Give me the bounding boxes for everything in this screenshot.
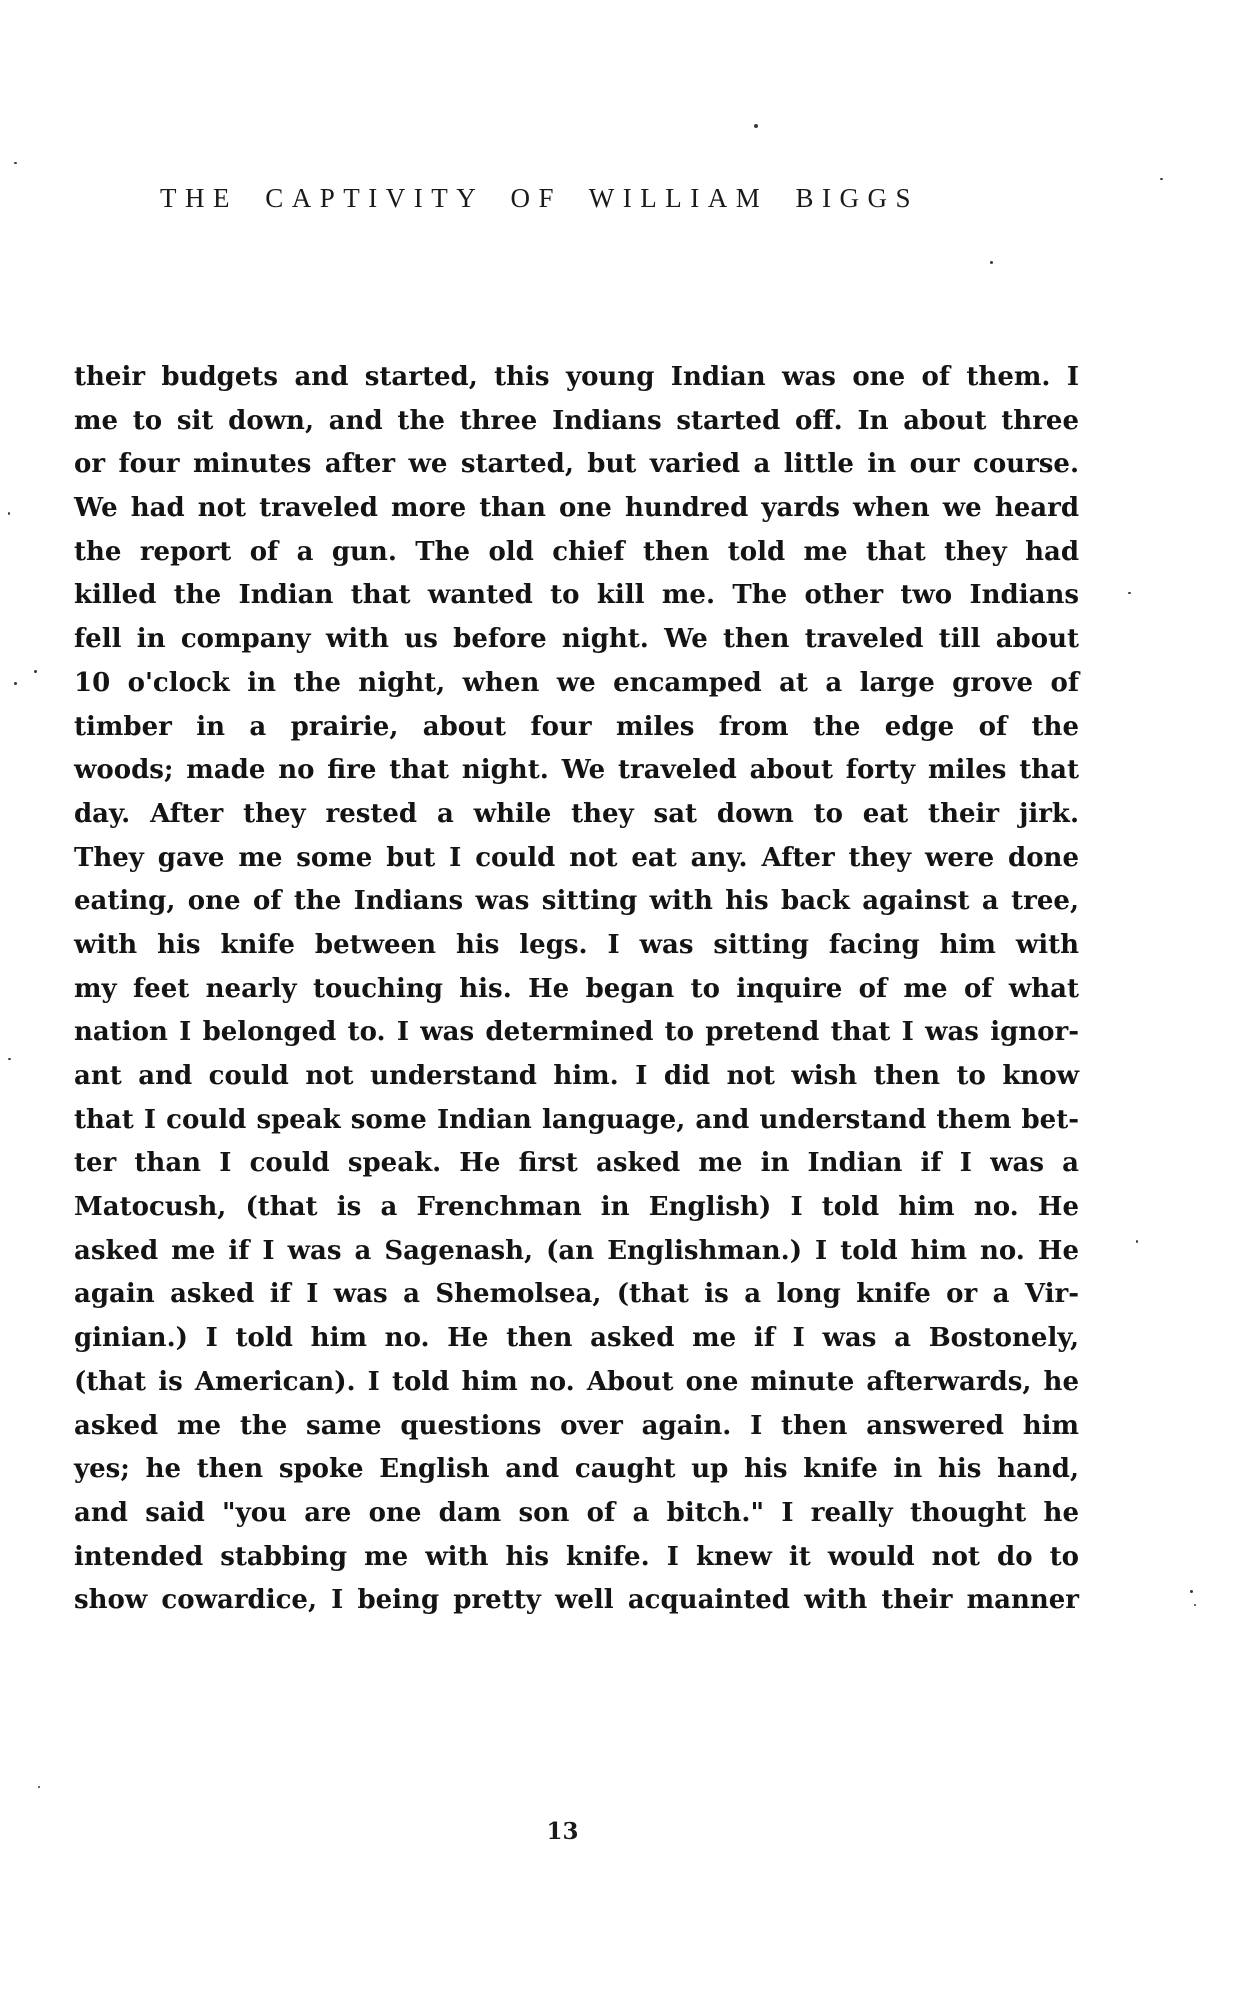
scan-speck <box>1190 1590 1193 1593</box>
text-line: (that is American). I told him no. About one minute afterwards, he <box>74 1366 1079 1397</box>
text-line: asked me if I was a Sagenash, (an Englishman.) I told him no. He <box>74 1235 1079 1266</box>
text-line: the report of a gun. The old chief then told me that they had <box>74 536 1079 567</box>
text-line: day. After they rested a while they sat down to eat their jirk. <box>74 798 1079 829</box>
text-line: and said "you are one dam son of a bitch." I really thought he <box>74 1497 1079 1528</box>
scan-speck <box>754 124 758 128</box>
text-line: timber in a prairie, about four miles from the edge of the <box>74 711 1079 742</box>
scan-speck <box>1136 1240 1138 1243</box>
text-line: asked me the same questions over again. I then answered him <box>74 1410 1079 1441</box>
text-line: We had not traveled more than one hundred yards when we heard <box>74 493 1079 524</box>
page-number: 13 <box>546 1818 579 1845</box>
text-line: ant and could not understand him. I did not wish then to know <box>74 1061 1079 1091</box>
text-line: intended stabbing me with his knife. I knew it would not do to <box>74 1541 1079 1572</box>
text-line: They gave me some but I could not eat any. After they were done <box>74 842 1079 873</box>
text-line: again asked if I was a Shemolsea, (that is a long knife or a Vir- <box>74 1279 1079 1310</box>
text-line: fell in company with us before night. We then traveled till about <box>74 624 1079 655</box>
scan-speck <box>990 261 993 264</box>
running-head: THE CAPTIVITY OF WILLIAM BIGGS <box>160 183 919 213</box>
text-line: that I could speak some Indian language, and understand them bet- <box>74 1104 1079 1135</box>
text-line: killed the Indian that wanted to kill me. The other two Indians <box>74 580 1079 611</box>
text-line: me to sit down, and the three Indians started off. In about three <box>74 405 1079 436</box>
scan-speck <box>8 512 10 515</box>
text-line: ginian.) I told him no. He then asked me if I was a Bostonely, <box>74 1323 1079 1354</box>
scan-speck <box>14 682 17 685</box>
text-line: their budgets and started, this young Indian was one of them. I <box>74 362 1079 392</box>
text-line: my feet nearly touching his. He began to inquire of me of what <box>74 973 1079 1004</box>
scan-speck <box>8 1058 11 1060</box>
text-line: yes; he then spoke English and caught up his knife in his hand, <box>74 1454 1079 1485</box>
text-line: woods; made no fire that night. We traveled about forty miles that <box>74 755 1079 786</box>
text-line: show cowardice, I being pretty well acquainted with their manner <box>74 1585 1079 1616</box>
text-line: 10 o'clock in the night, when we encamped at a large grove of <box>74 667 1079 698</box>
scan-speck <box>34 670 37 673</box>
scan-speck <box>1160 178 1163 180</box>
text-line: or four minutes after we started, but varied a little in our course. <box>74 449 1079 480</box>
text-line: nation I belonged to. I was determined to pretend that I was ignor- <box>74 1017 1079 1048</box>
text-line: with his knife between his legs. I was sitting facing him with <box>74 929 1079 960</box>
text-line: ter than I could speak. He first asked me in Indian if I was a <box>74 1148 1079 1179</box>
scan-speck <box>1128 592 1131 594</box>
scan-speck <box>14 162 17 164</box>
body-text <box>74 356 1079 1623</box>
text-line: Matocush, (that is a Frenchman in English) I told him no. He <box>74 1192 1079 1223</box>
scan-speck <box>38 1786 40 1788</box>
scan-speck <box>1194 1604 1196 1606</box>
text-line: eating, one of the Indians was sitting with his back against a tree, <box>74 886 1079 917</box>
